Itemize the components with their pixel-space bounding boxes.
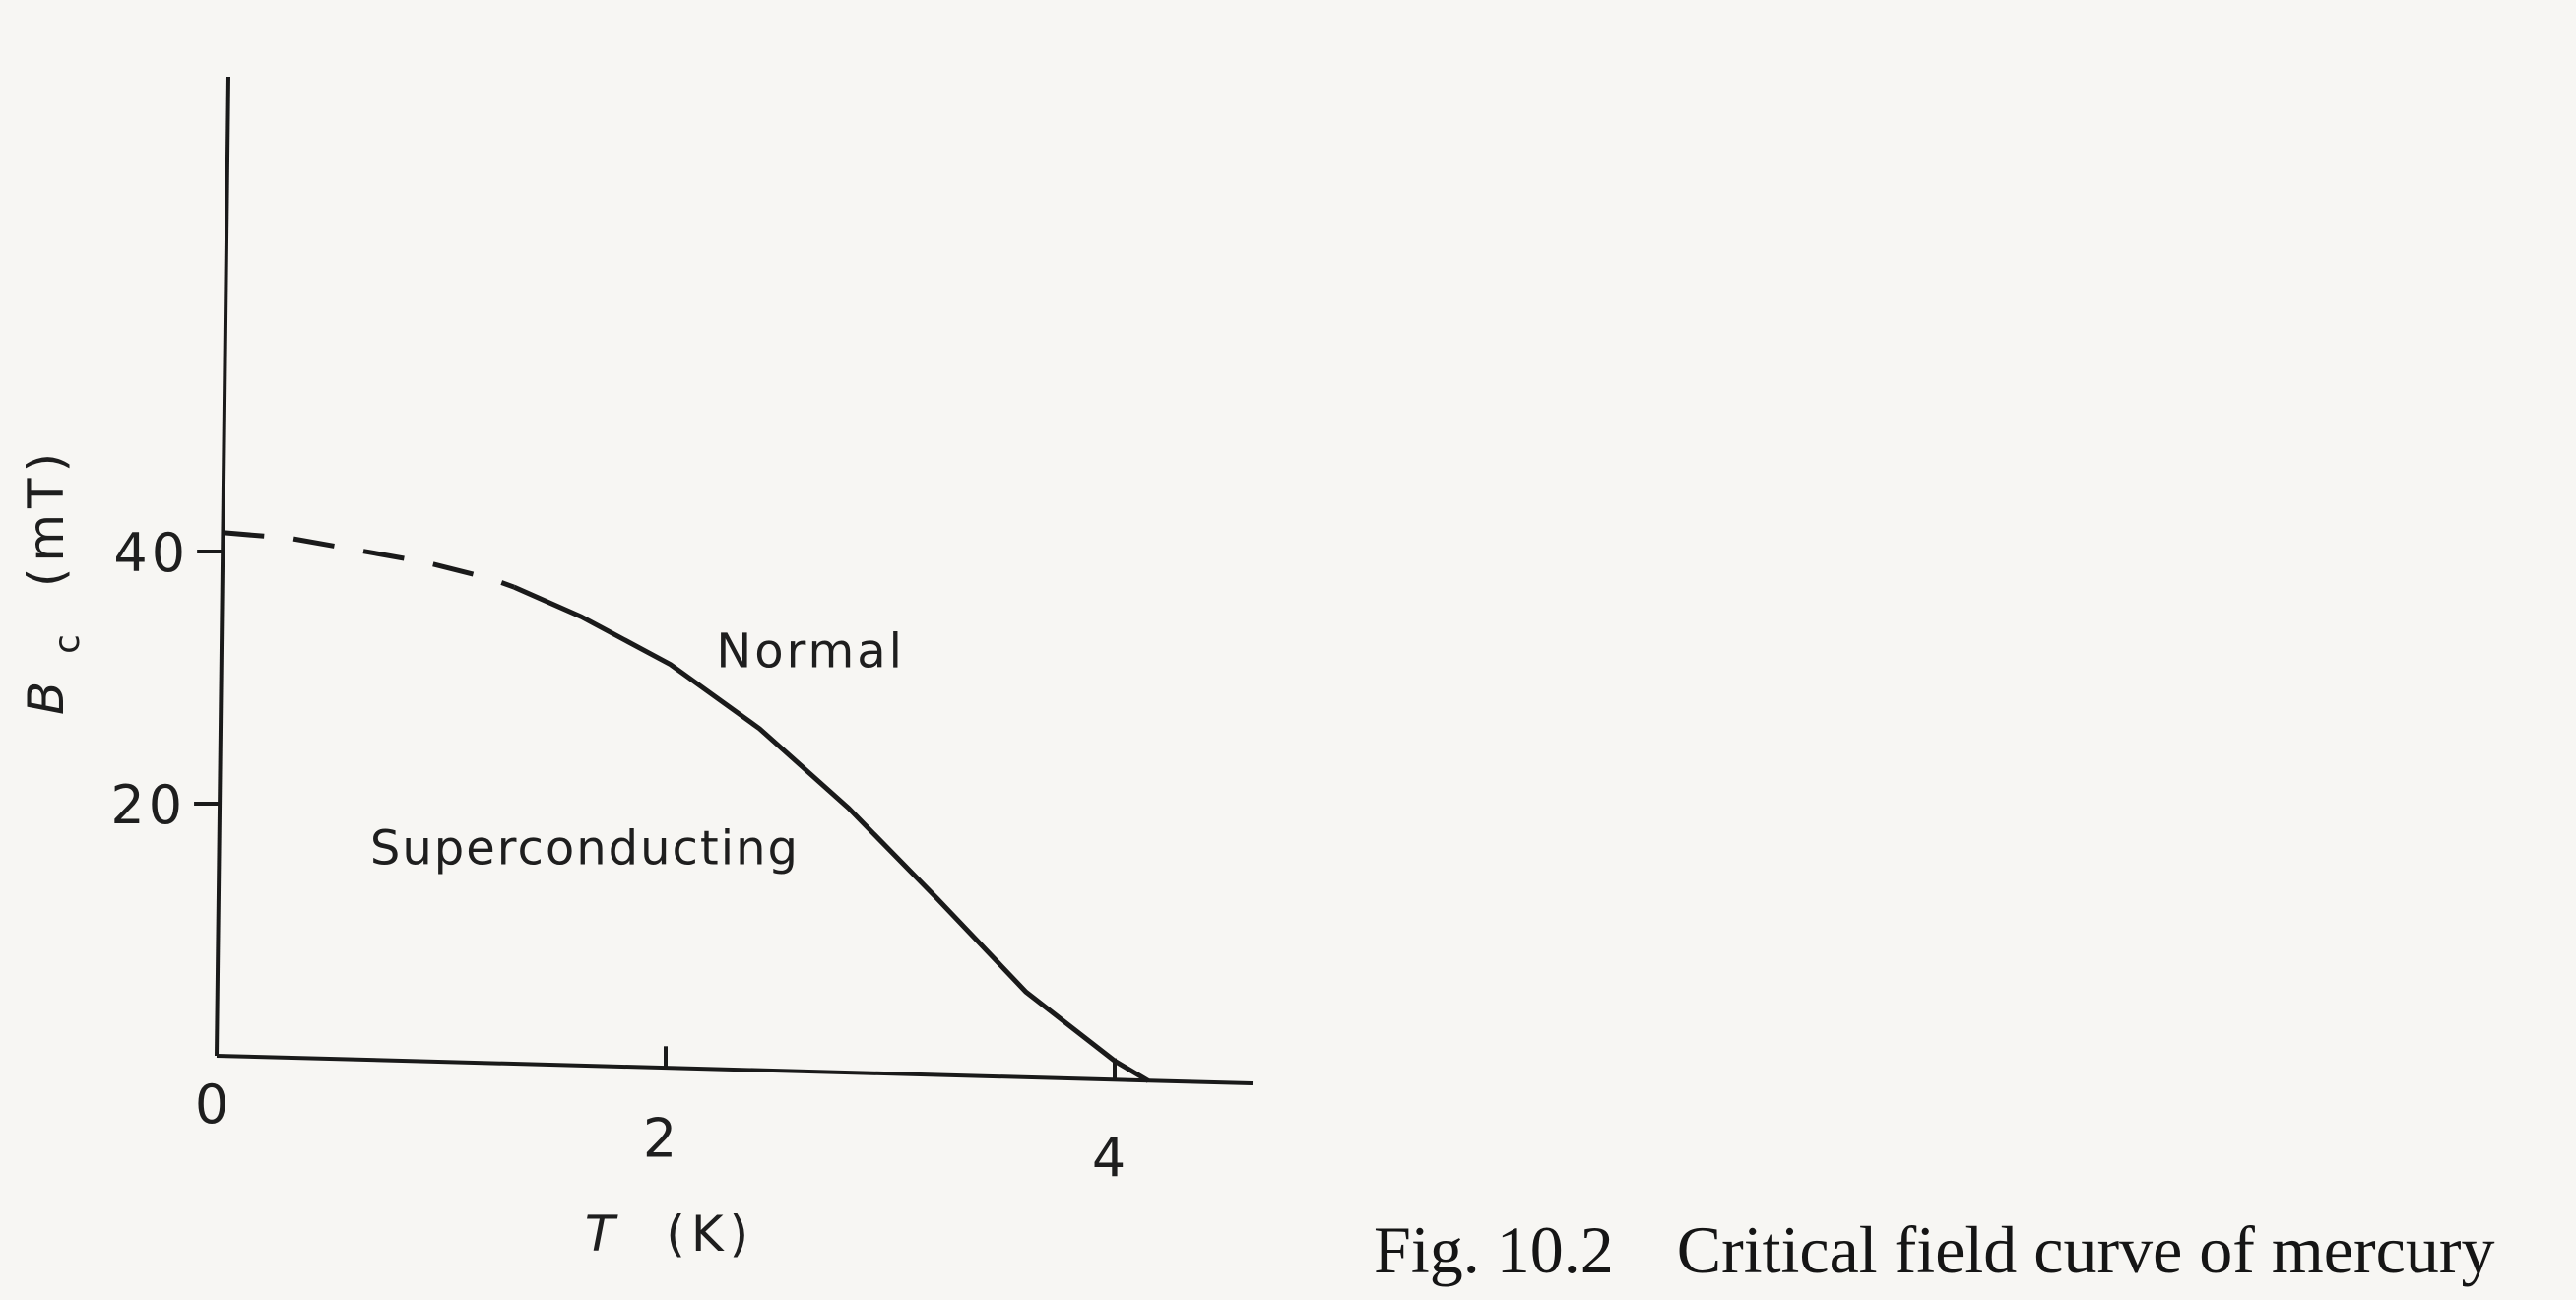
figure-caption-text: Critical field curve of mercury (1676, 1212, 2495, 1287)
y-axis-unit: (mT) (18, 446, 75, 588)
y-axis-variable: B (18, 675, 75, 716)
x-tick-label-4: 4 (1091, 1127, 1127, 1190)
y-tick-label-20: 20 (110, 774, 187, 836)
region-label-superconducting: Superconducting (369, 820, 800, 877)
x-axis-variable: T (584, 1205, 621, 1263)
y-axis-line (217, 77, 228, 1056)
x-axis-line (217, 1056, 1253, 1083)
x-tick-label-0: 0 (194, 1073, 229, 1136)
x-tick-label-2: 2 (642, 1107, 677, 1170)
figure-caption (1374, 1211, 2494, 1289)
y-tick-label-40: 40 (113, 522, 190, 584)
critical-field-dashed-curve (223, 533, 514, 587)
y-axis-subscript: c (47, 628, 88, 654)
region-label-normal: Normal (716, 623, 905, 680)
x-axis-label (585, 1205, 754, 1263)
figure-number: Fig. 10.2 (1374, 1212, 1614, 1287)
y-axis-label (18, 447, 91, 715)
x-axis-unit: (K) (666, 1205, 755, 1263)
